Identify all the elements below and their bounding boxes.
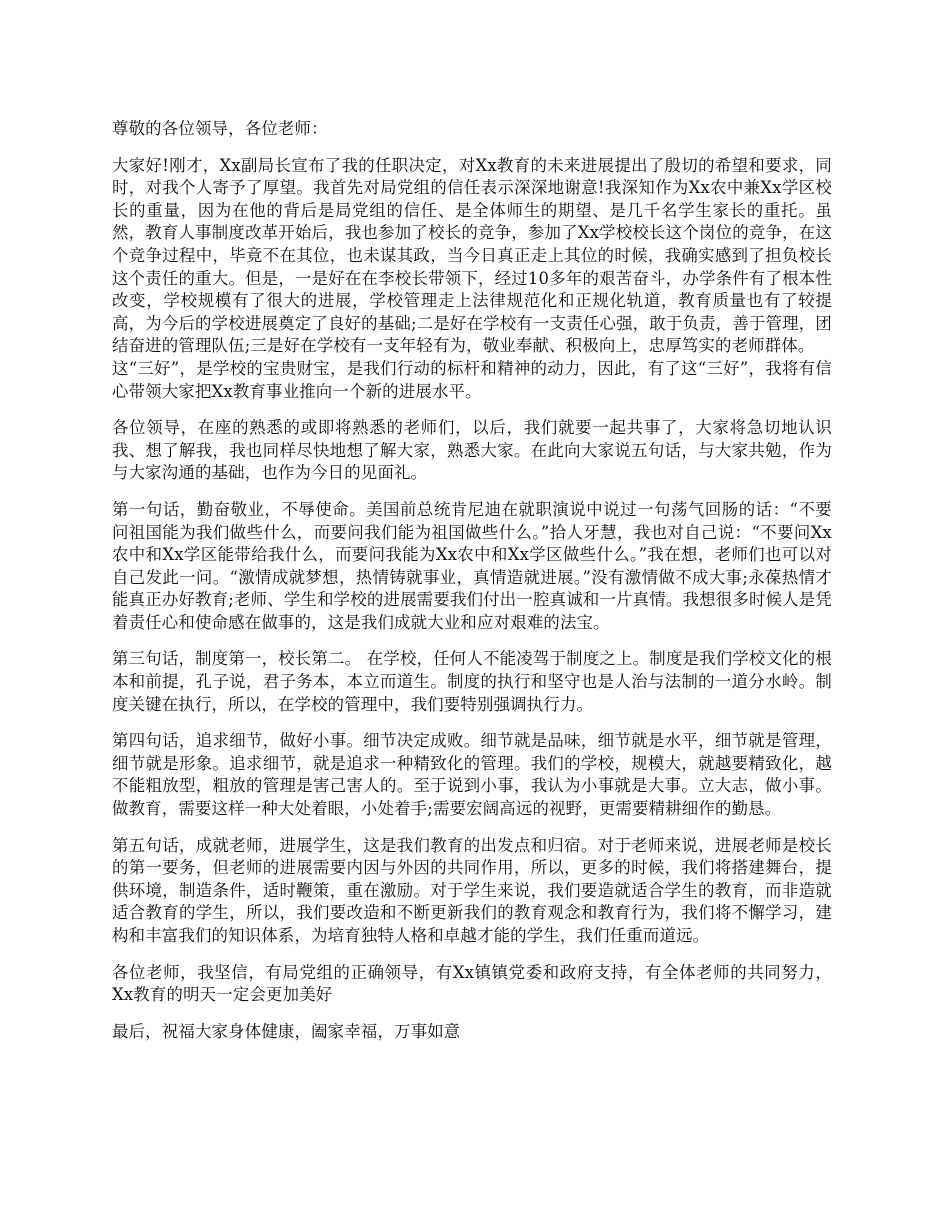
paragraph-closing: 最后，祝福大家身体健康，阖家幸福，万事如意: [112, 1021, 461, 1041]
paragraph-third-point: 第三句话，制度第一，校长第二。 在学校，任何人不能凌驾于制度之上。制度是我们学校文化的根本和前提，孔子说，君子务本，本立而道生。制度的执行和坚守也是人治与法制的一道分水岭。制度关键在执行，所以，在学校的管理中，我们要特别强调执行力。: [112, 649, 832, 714]
paragraph-introduction: 各位领导，在座的熟悉的或即将熟悉的老师们，以后，我们就要一起共事了，大家将急切地认识我、想了解我，我也同样尽快地想了解大家，熟悉大家。在此向大家说五句话，与大家共勉，作为与大家沟通的基础，也作为今日的见面礼。: [112, 418, 832, 483]
paragraph-belief: 各位老师，我坚信，有局党组的正确领导，有Xx镇镇党委和政府支持，有全体老师的共同努力，Xx教育的明天一定会更加美好: [112, 962, 832, 1005]
paragraph-first-point: 第一句话，勤奋敬业，不辱使命。美国前总统肯尼迪在就职演说中说过一句荡气回肠的话：“不要问祖国能为我们做些什么，而要问我们能为祖国做些什么。”拾人牙慧，我也对自己说：“不要问Xx农中和Xx学区能带给我什么，而要问我能为Xx农中和Xx学区做些什么。”我在想，老师们也可以对自己发此一问。“激情成就梦想，热情铸就事业，真情造就进展。”没有激情做不成大事;永葆热情才能真正办好教育;老师、学生和学校的进展需要我们付出一腔真诚和一片真情。我想很多时候人是凭着责任心和使命感在做事的，这是我们成就大业和应对艰难的法宝。: [112, 499, 832, 632]
paragraph-fifth-point: 第五句话，成就老师，进展学生，这是我们教育的出发点和归宿。对于老师来说，进展老师是校长的第一要务，但老师的进展需要内因与外因的共同作用，所以，更多的时候，我们将搭建舞台，提供环境，制造条件，适时鞭策，重在激励。对于学生来说，我们要造就适合学生的教育，而非造就适合教育的学生，所以，我们要改造和不断更新我们的教育观念和教育行为，我们将不懈学习，建构和丰富我们的知识体系，为培育独特人格和卓越才能的学生，我们任重而道远。: [112, 835, 832, 945]
paragraph-three-goods: 这“三好”，是学校的宝贵财宝，是我们行动的标杆和精神的动力，因此，有了这“三好”，我将有信心带领大家把Xx教育事业推向一个新的进展水平。: [112, 358, 832, 401]
document-body: [112, 118, 832, 1057]
paragraph-fourth-point: 第四句话，追求细节，做好小事。细节决定成败。细节就是品味，细节就是水平，细节就是管理，细节就是形象。追求细节，就是追求一种精致化的管理。我们的学校，规模大，就越要精致化，越不能粗放型，粗放的管理是害己害人的。至于说到小事，我认为小事就是大事。立大志，做小事。做教育，需要这样一种大处着眼，小处着手;需要宏阔高远的视野，更需要精耕细作的勤恳。: [112, 731, 832, 819]
salutation: 尊敬的各位领导，各位老师：: [112, 119, 328, 138]
paragraph-greeting: 大家好!刚才，Xx副局长宣布了我的任职决定，对Xx教育的未来进展提出了殷切的希望和要求，同时，对我个人寄予了厚望。我首先对局党组的信任表示深深地谢意!我深知作为Xx农中兼Xx学区校长的重量，因为在他的背后是局党组的信任、是全体师生的期望、是几千名学生家长的重托。虽然，教育人事制度改革开始后，我也参加了校长的竞争，参加了Xx学校校长这个岗位的竞争，在这个竞争过程中，毕竟不在其位，也未谋其政，当今日真正走上其位的时候，我确实感到了担负校长这个责任的重大。但是，一是好在在李校长带领下，经过10多年的艰苦奋斗，办学条件有了根本性改变，学校规模有了很大的进展，学校管理走上法律规范化和正规化轨道，教育质量也有了较提高，为今后的学校进展奠定了良好的基础;二是好在学校有一支责任心强，敢于负责，善于管理，团结奋进的管理队伍;三是好在学校有一支年轻有为，敬业奉献、积极向上，忠厚笃实的老师群体。: [112, 155, 832, 356]
